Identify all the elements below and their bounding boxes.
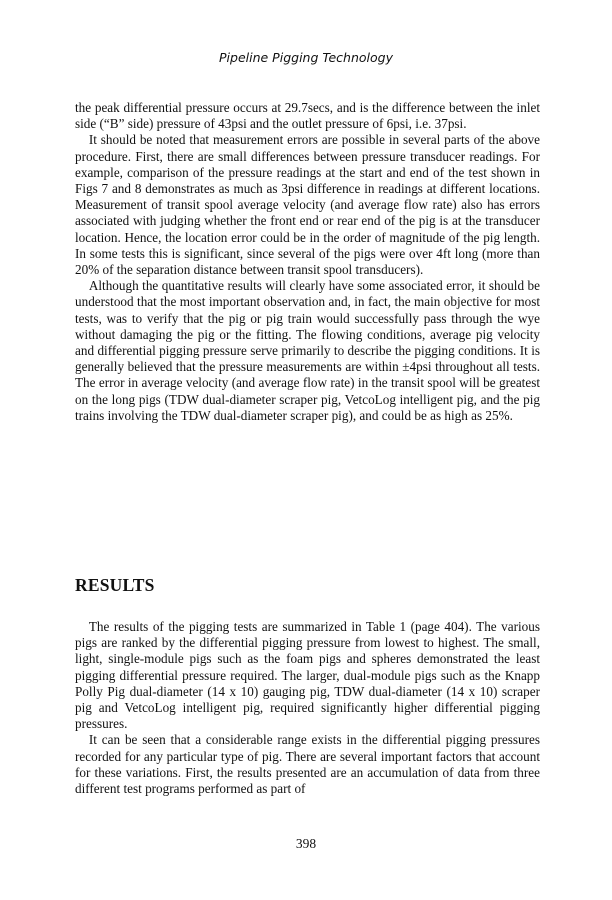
- running-head: Pipeline Pigging Technology: [219, 50, 393, 65]
- paragraph: The results of the pigging tests are summarized in Table 1 (page 404). The various pigs are ranked by the differential pigging pressure from lowest to highest. The small, light, single-module pigs such as the foam pigs and spheres demonstrated the least pigging differential pressure required. The larger, dual-module pigs such as the Knapp Polly Pig dual-diameter (14 x 10) gauging pig, TDW dual-diameter (14 x 10) scraper pig and VetcoLog intelligent pig, required significantly higher differential pigging pressures.: [75, 619, 540, 732]
- section-heading: RESULTS: [75, 575, 155, 595]
- body-text-before-results: [75, 100, 540, 424]
- paragraph: It can be seen that a considerable range exists in the differential pigging pressures recorded for any particular type of pig. There are several important factors that account for these variations. First, the results presented are an accumulation of data from three different test programs performed as part of: [75, 732, 540, 797]
- paragraph: the peak differential pressure occurs at 29.7secs, and is the difference between the inlet side (“B” side) pressure of 43psi and the outlet pressure of 6psi, i.e. 37psi.: [75, 100, 540, 132]
- paragraph: Although the quantitative results will clearly have some associated error, it should be understood that the most important observation and, in fact, the main objective for most tests, was to verify that the pig or pig train would successfully pass through the wye without damaging the pig or the fitting. The flowing conditions, average pig velocity and differential pigging pressure serve primarily to describe the pigging conditions. It is generally believed that the pressure measurements are within ±4psi throughout all tests. The error in average velocity (and average flow rate) in the transit spool will be greatest on the long pigs (TDW dual-diameter scraper pig, VetcoLog intelligent pig, and the pig trains involving the TDW dual-diameter scraper pig), and could be as high as 25%.: [75, 278, 540, 423]
- paragraph: It should be noted that measurement errors are possible in several parts of the above procedure. First, there are small differences between pressure transducer readings. For example, comparison of the pressure readings at the start and end of the test shown in Figs 7 and 8 demonstrates as much as 3psi difference in readings at different locations. Measurement of transit spool average velocity (and average flow rate) also has errors associated with judging whether the front end or rear end of the pig is at the transducer location. Hence, the location error could be in the order of magnitude of the pig length. In some tests this is significant, since several of the pigs were over 4ft long (more than 20% of the separation distance between transit spool transducers).: [75, 132, 540, 278]
- body-text-results: [75, 619, 540, 797]
- page-number: 398: [295, 836, 317, 851]
